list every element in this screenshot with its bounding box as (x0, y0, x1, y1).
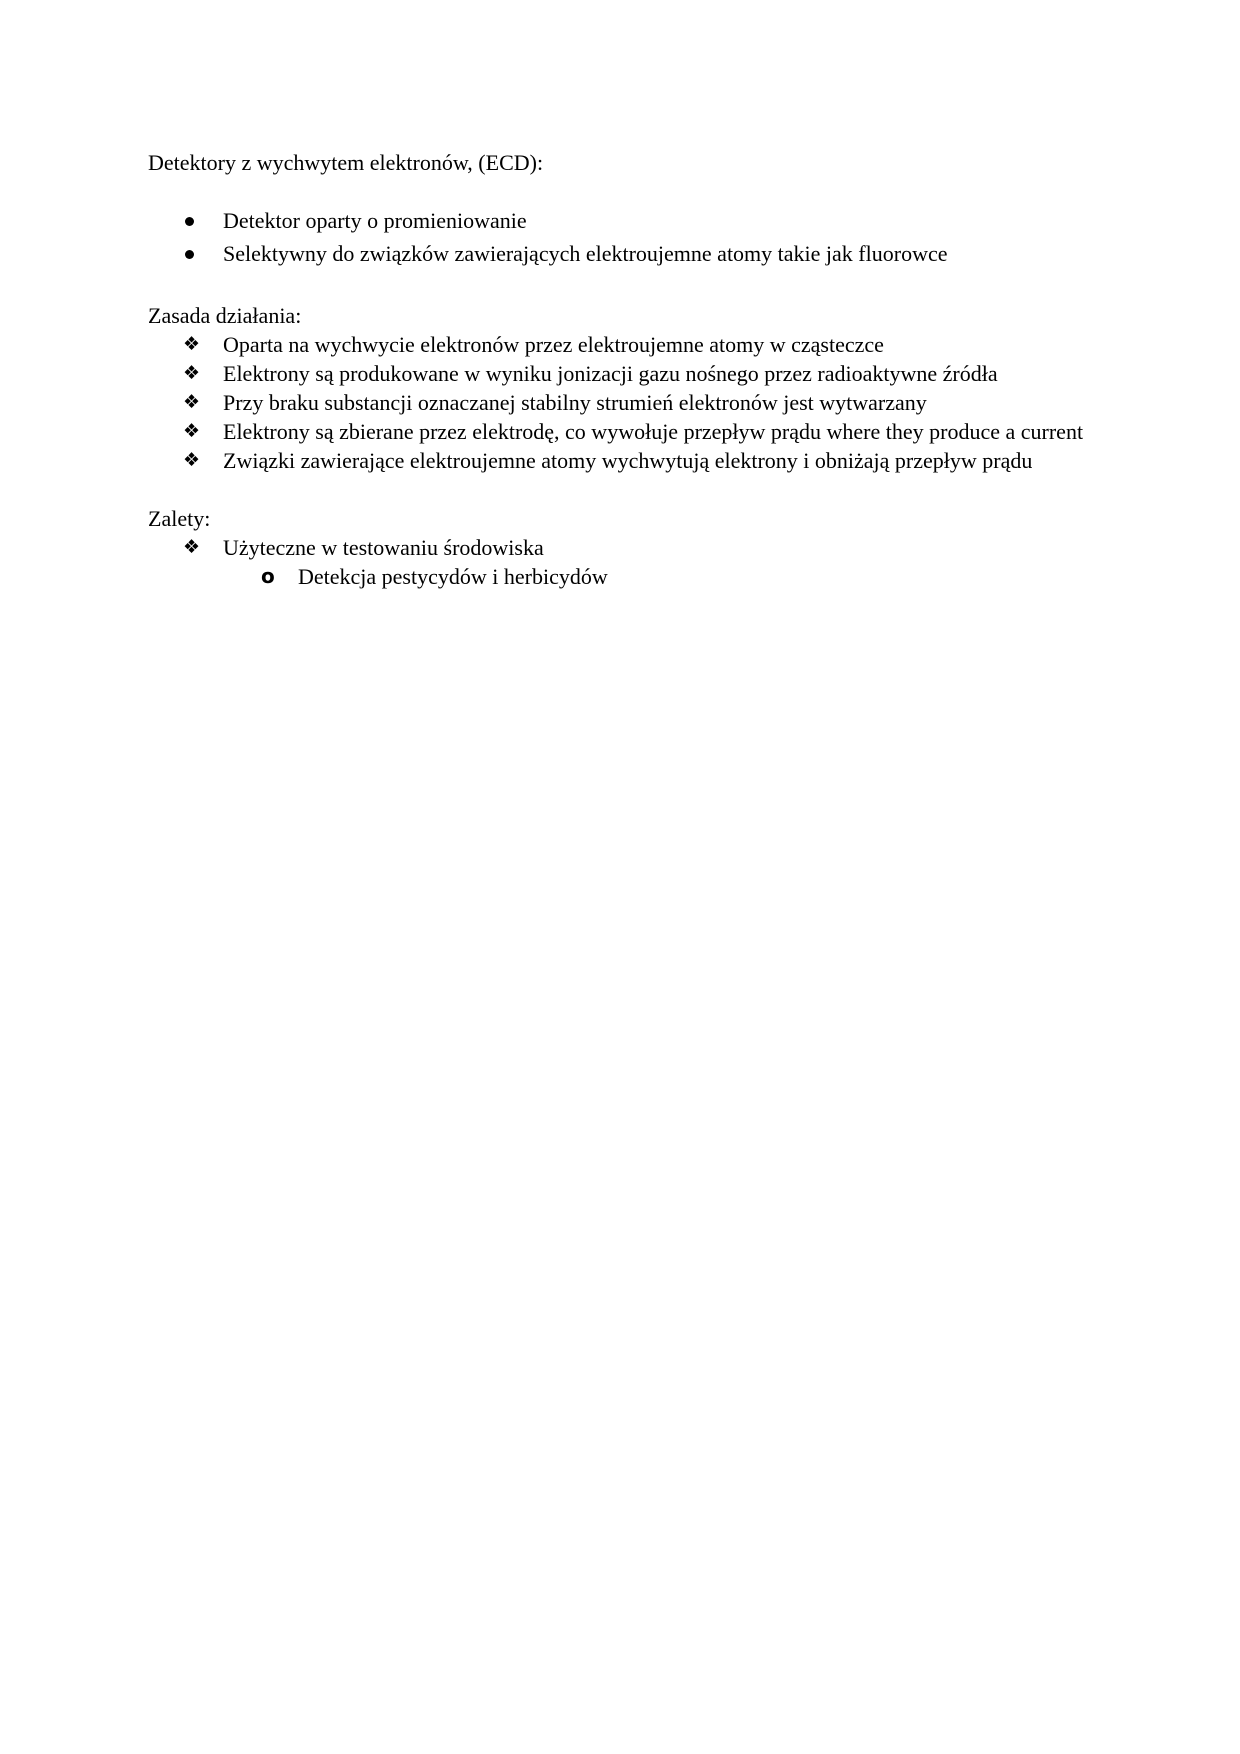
section-heading-advantages: Zalety: (148, 506, 211, 531)
list-item (148, 388, 1088, 417)
diamond-bullet-icon: ❖ (183, 391, 201, 413)
sub-list-item (148, 562, 1088, 591)
list-item-text: Selektywny do związków zawierających elektroujemne atomy takie jak fluorowce (223, 241, 948, 266)
diamond-bullet-icon: ❖ (183, 449, 201, 471)
list-item-text: Detektor oparty o promieniowanie (223, 208, 527, 233)
document-page (148, 148, 1088, 591)
list-item (148, 446, 1088, 475)
spacer (148, 475, 1088, 504)
list-item (148, 206, 1088, 235)
list-item-text: Przy braku substancji oznaczanej stabilny strumień elektronów jest wytwarzany (223, 390, 927, 415)
list-item (148, 359, 1088, 388)
intro-bullet-list (148, 206, 1088, 268)
list-item (148, 330, 1088, 359)
sub-list-item-text: Detekcja pestycydów i herbicydów (298, 564, 608, 589)
list-item-text: Użyteczne w testowaniu środowiska (223, 535, 544, 560)
circle-bullet-icon: o (261, 564, 275, 588)
list-item-text: Elektrony są zbierane przez elektrodę, co wywołuje przepływ prądu where they produce a current (223, 419, 1084, 444)
advantages-list (148, 533, 1088, 591)
list-item-text: Elektrony są produkowane w wyniku jonizacji gazu nośnego przez radioaktywne źródła (223, 361, 998, 386)
spacer (148, 272, 1088, 301)
diamond-bullet-icon: ❖ (183, 420, 201, 442)
bullet-icon (183, 239, 213, 268)
list-item (148, 239, 1088, 268)
list-item (148, 533, 1088, 562)
section-heading-principle: Zasada działania: (148, 303, 302, 328)
list-item-text: Oparta na wychwycie elektronów przez elektroujemne atomy w cząsteczce (223, 332, 884, 357)
list-item (148, 417, 1088, 446)
diamond-bullet-icon: ❖ (183, 362, 201, 384)
principle-list (148, 330, 1088, 475)
diamond-bullet-icon: ❖ (183, 333, 201, 355)
document-title: Detektory z wychwytem elektronów, (ECD): (148, 150, 544, 175)
bullet-icon (183, 206, 213, 235)
diamond-bullet-icon: ❖ (183, 536, 201, 558)
list-item-text: Związki zawierające elektroujemne atomy wychwytują elektrony i obniżają przepływ prądu (223, 448, 1033, 473)
